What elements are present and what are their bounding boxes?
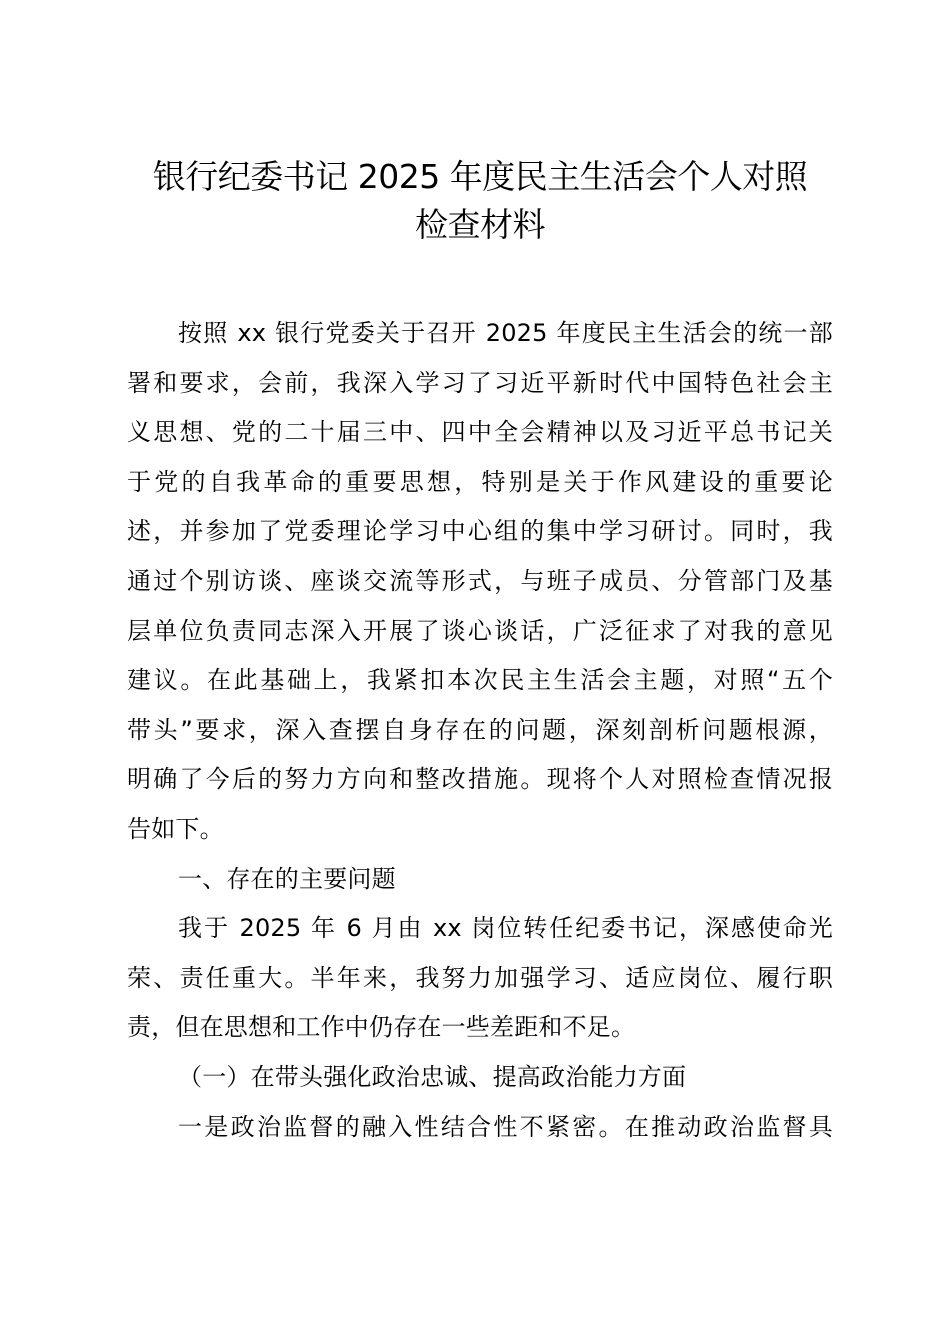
subsection-heading: （一）在带头强化政治忠诚、提高政治能力方面	[178, 1062, 687, 1091]
document-title	[110, 153, 850, 249]
paragraph-line: 告如下。	[127, 814, 224, 843]
paragraph-line: 于党的自我革命的重要思想，特别是关于作风建设的重要论	[127, 467, 833, 496]
paragraph-line: 一是政治监督的融入性结合性不紧密。在推动政治监督具	[178, 1112, 833, 1141]
paragraph-line: 我于 2025 年 6 月由 xx 岗位转任纪委书记，深感使命光	[178, 914, 833, 943]
document-body	[127, 309, 833, 1152]
title-line-1: 银行纪委书记 2025 年度民主生活会个人对照	[152, 157, 808, 196]
paragraph-line: 荣、责任重大。半年来，我努力加强学习、适应岗位、履行职	[127, 963, 833, 992]
title-line-2: 检查材料	[415, 205, 545, 244]
paragraph-line: 义思想、党的二十届三中、四中全会精神以及习近平总书记关	[127, 418, 833, 447]
paragraph-line: 通过个别访谈、座谈交流等形式，与班子成员、分管部门及基	[127, 566, 833, 595]
paragraph-line: 层单位负责同志深入开展了谈心谈话，广泛征求了对我的意见	[127, 616, 833, 645]
section-heading: 一、存在的主要问题	[178, 864, 396, 893]
paragraph-line: 按照 xx 银行党委关于召开 2025 年度民主生活会的统一部	[178, 319, 833, 347]
paragraph-line: 建议。在此基础上，我紧扣本次民主生活会主题，对照“五个	[127, 666, 833, 695]
paragraph-line: 署和要求，会前，我深入学习了习近平新时代中国特色社会主	[127, 368, 833, 397]
paragraph-line: 述，并参加了党委理论学习中心组的集中学习研讨。同时，我	[127, 517, 833, 546]
paragraph-line: 带头”要求，深入查摆自身存在的问题，深刻剖析问题根源，	[127, 715, 833, 744]
paragraph-line: 责，但在思想和工作中仍存在一些差距和不足。	[127, 1013, 636, 1042]
paragraph-line: 明确了今后的努力方向和整改措施。现将个人对照检查情况报	[127, 765, 833, 794]
